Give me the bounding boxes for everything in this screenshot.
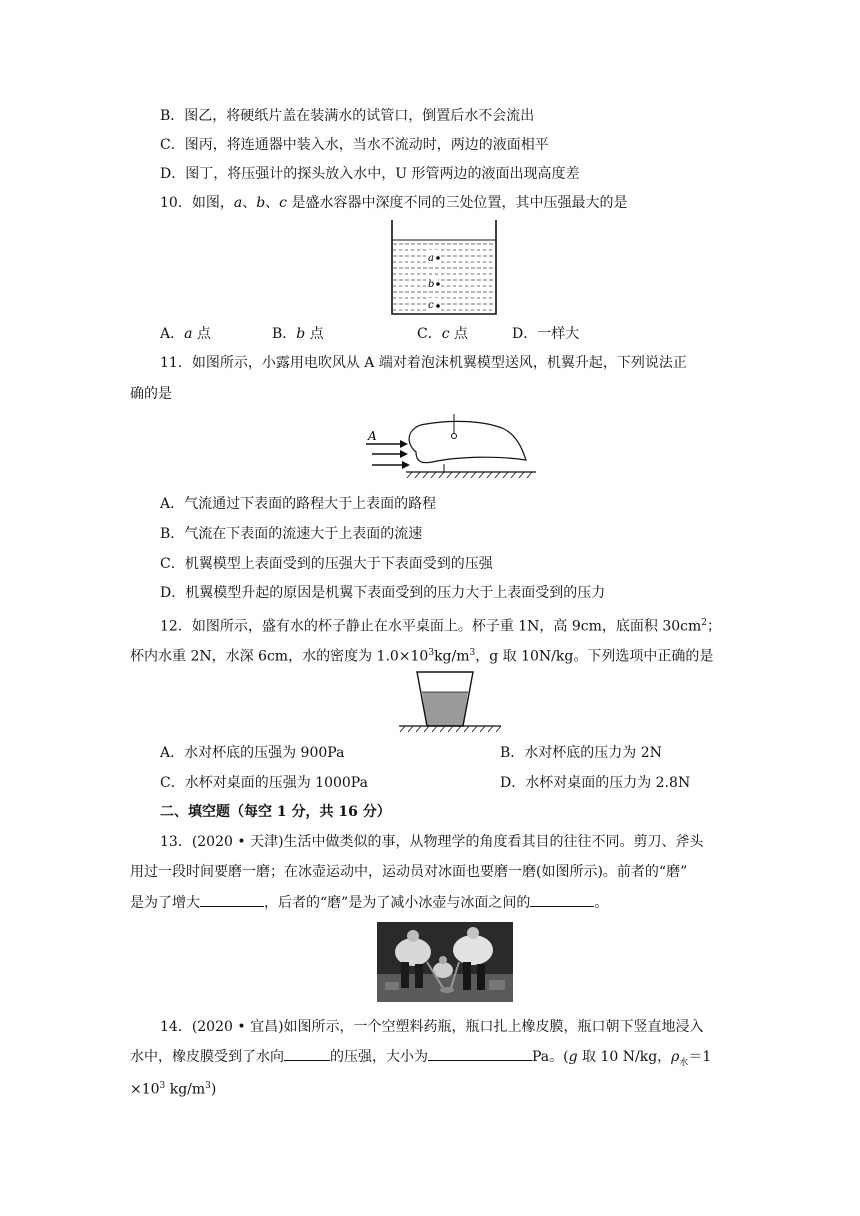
water-hatching [393, 244, 495, 310]
q13-line2: 用过一段时间要磨一磨；在冰壶运动中，运动员对冰面也要磨一磨(如图所示)。前者的“磨” [130, 864, 688, 880]
point-a-dot [436, 256, 440, 260]
q14-line1: 14．(2020 • 宜昌)如图所示，一个空塑料药瓶，瓶口扎上橡皮膜，瓶口朝下竖直地浸入 [160, 1019, 704, 1035]
q11-option-b: B．气流在下表面的流速大于上表面的流速 [160, 526, 423, 542]
q13-line3: 是为了增大 ，后者的“磨”是为了减小冰壶与冰面之间的 。 [130, 892, 608, 913]
point-b-label: b [428, 279, 435, 290]
point-a-label: a [428, 253, 434, 264]
q11-option-c: C．机翼模型上表面受到的压强大于下表面受到的压强 [160, 556, 493, 572]
point-c-dot [436, 304, 440, 308]
q10-option-c: C．c 点 [417, 326, 469, 342]
q10-stem: 10．如图，a、b、c 是盛水容器中深度不同的三处位置，其中压强最大的是 [160, 195, 628, 211]
q9-option-b: B．图乙，将硬纸片盖在装满水的试管口，倒置后水不会流出 [160, 108, 535, 124]
wing-model [409, 421, 526, 462]
q12-stem-line2: 杯内水重 2N，水深 6cm，水的密度为 $1.0\times 10^3kg/m^3$，g 取 10N/kg。下列选项中正确的是 [130, 648, 714, 665]
wing-point-a-label: A [368, 429, 377, 443]
q13-answer-blank-1[interactable] [200, 892, 264, 907]
wing-model-figure [360, 412, 540, 480]
q9-option-d: D．图丁，将压强计的探头放入水中，U 形管两边的液面出现高度差 [160, 166, 580, 182]
q14-answer-blank-2[interactable] [428, 1046, 532, 1061]
q11-stem-line1: 11．如图所示，小露用电吹风从 A 端对着泡沫机翼模型送风，机翼升起，下列说法正 [160, 355, 687, 371]
q14-line2: 水中，橡皮膜受到了水向 的压强，大小为 Pa。(g 取 10 N/kg，$\rho_水=1$ [130, 1046, 711, 1073]
container-walls [392, 220, 496, 314]
curling-photo [377, 922, 513, 1002]
q11-option-a: A．气流通过下表面的路程大于上表面的路程 [160, 496, 437, 512]
q14-answer-blank-1[interactable] [284, 1046, 330, 1061]
q12-option-a: A．水对杯底的压强为 900Pa [160, 745, 345, 761]
water-cup-figure [395, 668, 505, 736]
point-b-dot [436, 282, 440, 286]
q12-option-b: B．水对杯底的压力为 2N [500, 745, 662, 761]
water-container-figure [388, 218, 500, 316]
q9-option-c: C．图丙，将连通器中装入水，当水不流动时，两边的液面相平 [160, 137, 549, 153]
q10-option-b: B．b 点 [272, 326, 324, 342]
q11-stem-line2: 确的是 [130, 386, 172, 402]
q13-line1: 13．(2020 • 天津)生活中做类似的事，从物理学的角度看其目的往往不同。剪刀、斧头 [160, 834, 704, 850]
q10-option-a: A．a 点 [160, 326, 211, 342]
q13-answer-blank-2[interactable] [530, 892, 594, 907]
cup-water [422, 692, 468, 726]
q11-option-d: D．机翼模型升起的原因是机翼下表面受到的压力大于上表面受到的压力 [160, 585, 606, 601]
q12-stem-line1: 12．如图所示，盛有水的杯子静止在水平桌面上。杯子重 1N，高 9cm，底面积 $30cm^2$； [160, 618, 722, 635]
q12-option-d: D．水杯对桌面的压力为 2.8N [500, 775, 691, 791]
q10-option-d: D．一样大 [512, 326, 580, 342]
airflow-arrows [366, 440, 410, 469]
point-c-label: c [428, 300, 434, 311]
q14-line3: $\times 10^3$ $kg/m^3$) [130, 1081, 217, 1098]
section-heading: 二、填空题（每空 1 分，共 16 分） [160, 804, 391, 820]
q12-option-c: C．水杯对桌面的压强为 1000Pa [160, 775, 368, 791]
